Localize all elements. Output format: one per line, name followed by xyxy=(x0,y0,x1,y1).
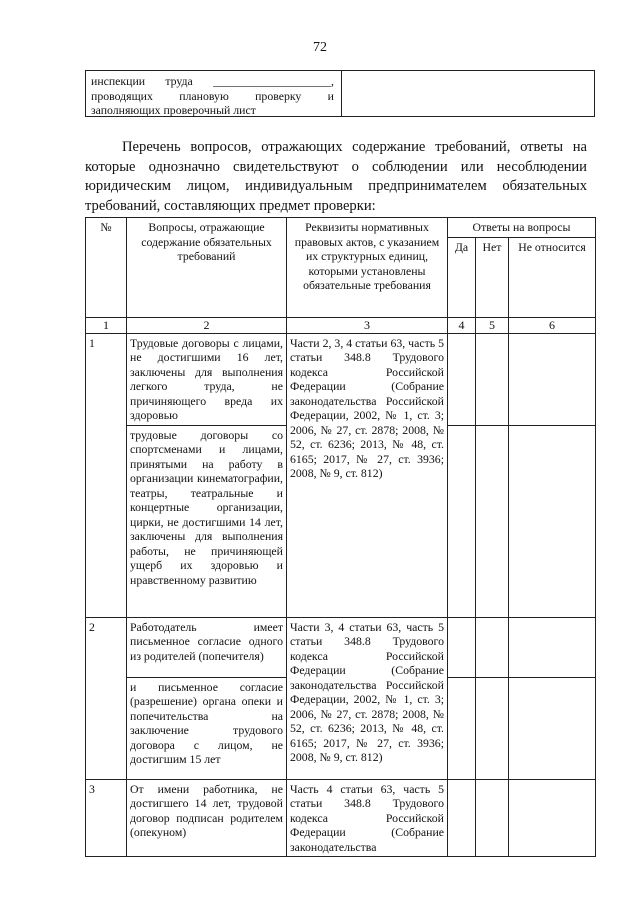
header-no: Нет xyxy=(476,237,509,317)
answer-no-cell[interactable] xyxy=(476,617,509,677)
requisites-cell: Части 2, 3, 4 статьи 63, часть 5 статьи 348.8 Трудового кодекса Российской Федерации (Собрание законодательства Российской Федерации, 2002, № 1, ст. 3; 2006, № 27, ст. 2878; 2008, № 52, ст. 6236; 2013, № 48, ст. 6165; 2017, № 27, ст. 3936; 2008, № 9, ст. 812) xyxy=(287,333,448,617)
header-row xyxy=(86,218,596,238)
table-row xyxy=(86,779,596,857)
table-row xyxy=(86,617,596,677)
answer-na-cell[interactable] xyxy=(509,333,596,425)
answer-no-cell[interactable] xyxy=(476,425,509,617)
answer-na-cell[interactable] xyxy=(509,617,596,677)
answer-no-cell[interactable] xyxy=(476,333,509,425)
col-number: 5 xyxy=(476,317,509,333)
question-cell: и письменное согласие (разрешение) органа опеки и попечительства на заключение трудового договора с лицом, не достигшим 15 лет xyxy=(127,677,287,779)
requisites-cell: Части 3, 4 статьи 63, часть 5 статьи 348.8 Трудового кодекса Российской Федерации (Собрание законодательства Российской Федерации, 2002, № 1, ст. 3; 2006, № 27, ст. 2878; 2008, № 52, ст. 6236; 2013, № 48, ст. 6165; 2017, № 27, ст. 3936; 2008, № 9, ст. 812) xyxy=(287,617,448,779)
question-cell: Трудовые договоры с лицами, не достигшими 16 лет, заключены для выполнения легкого труда, не причиняющего вреда их здоровью xyxy=(127,333,287,425)
row-number: 3 xyxy=(86,779,127,857)
question-cell: От имени работника, не достигшего 14 лет, трудовой договор подписан родителем (опекуном) xyxy=(127,779,287,857)
inspection-text: инспекции труда ____________________, проводящих плановую проверку и заполняющих проверочный лист xyxy=(91,74,334,117)
row-number: 2 xyxy=(86,617,127,779)
col-number: 1 xyxy=(86,317,127,333)
answer-no-cell[interactable] xyxy=(476,677,509,779)
intro-paragraph: Перечень вопросов, отражающих содержание требований, ответы на которые однозначно свидетельствуют о соблюдении или несоблюдении юридическим лицом, индивидуальным предпринимателем обязательных требований, составляющих предмет проверки: xyxy=(85,139,587,214)
answer-na-cell[interactable] xyxy=(509,779,596,857)
column-numbers-row xyxy=(86,317,596,333)
table-row xyxy=(86,333,596,425)
header-questions: Вопросы, отражающие содержание обязательных требований xyxy=(127,218,287,318)
page-number: 72 xyxy=(313,40,327,55)
question-cell: Работодатель имеет письменное согласие одного из родителей (попечителя) xyxy=(127,617,287,677)
header-num: № xyxy=(86,218,127,318)
requirements-table xyxy=(85,217,596,857)
header-na: Не относится xyxy=(509,237,596,317)
answer-na-cell[interactable] xyxy=(509,677,596,779)
col-number: 3 xyxy=(287,317,448,333)
answer-yes-cell[interactable] xyxy=(448,333,476,425)
col-number: 4 xyxy=(448,317,476,333)
answer-yes-cell[interactable] xyxy=(448,677,476,779)
col-number: 6 xyxy=(509,317,596,333)
inspection-block xyxy=(85,70,595,117)
answer-no-cell[interactable] xyxy=(476,779,509,857)
answer-na-cell[interactable] xyxy=(509,425,596,617)
answer-yes-cell[interactable] xyxy=(448,425,476,617)
row-number: 1 xyxy=(86,333,127,617)
answer-yes-cell[interactable] xyxy=(448,779,476,857)
inspection-divider xyxy=(341,71,342,116)
question-cell: трудовые договоры со спортсменами и лицами, принятыми на работу в организации кинематографии, театры, театральные и концертные организации, цирки, не достигшими 14 лет, заключены для выполнения работы, не причиняющей ущерб их здоровью и нравственному развитию xyxy=(127,425,287,617)
requisites-cell: Часть 4 статьи 63, часть 5 статьи 348.8 Трудового кодекса Российской Федерации (Собрание законодательства xyxy=(287,779,448,857)
header-answers: Ответы на вопросы xyxy=(448,218,596,238)
header-yes: Да xyxy=(448,237,476,317)
col-number: 2 xyxy=(127,317,287,333)
answer-yes-cell[interactable] xyxy=(448,617,476,677)
header-requisites: Реквизиты нормативных правовых актов, с указанием их структурных единиц, которыми установлены обязательные требования xyxy=(287,218,448,318)
